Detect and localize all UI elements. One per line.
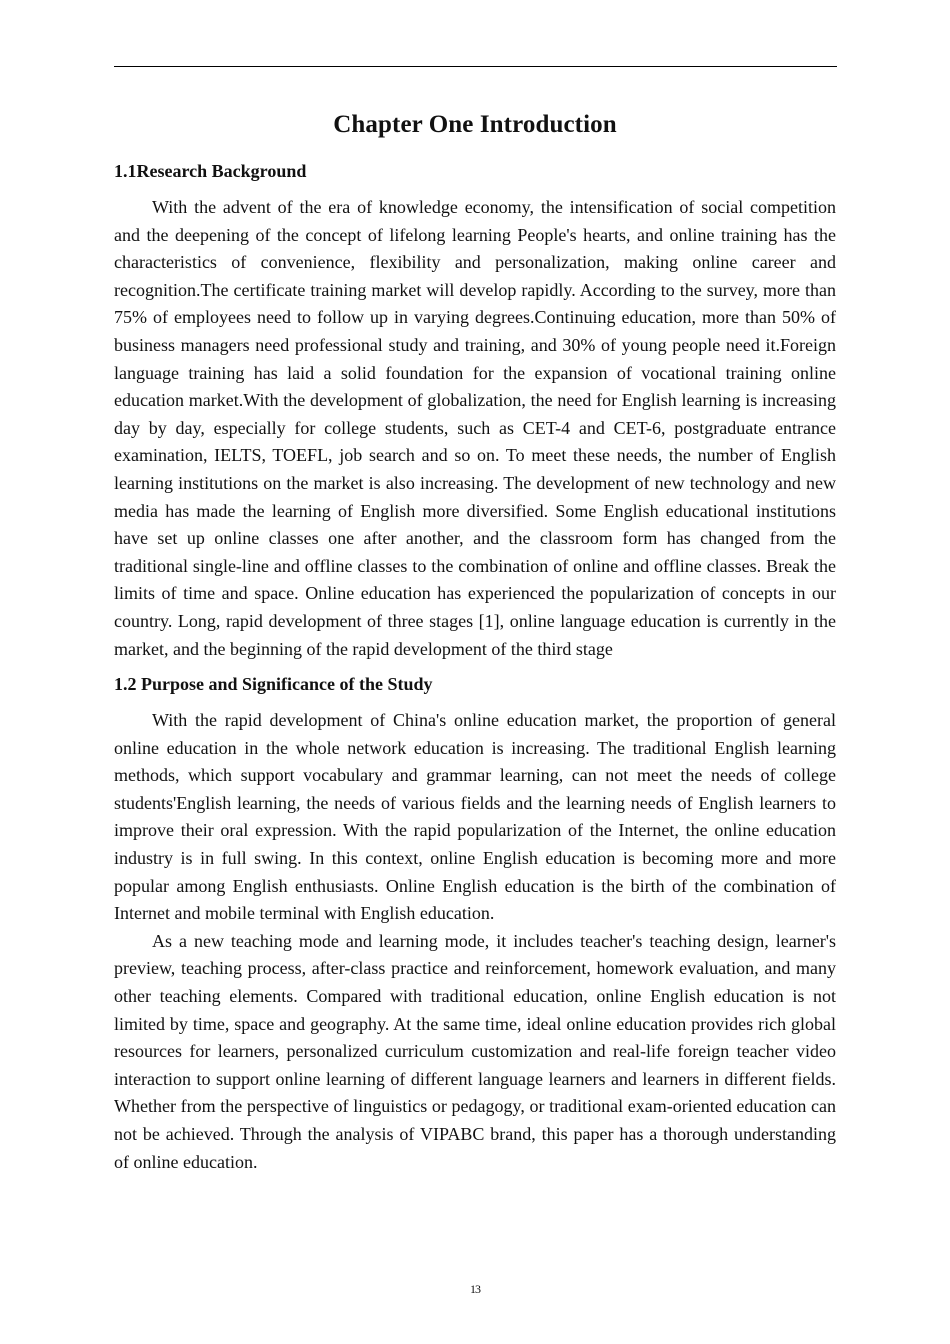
section-heading-research-background: 1.1Research Background — [114, 161, 307, 181]
paragraph-research-background: With the advent of the era of knowledge economy, the intensification of social competition and the deepening of the concept of lifelong learning People's hearts, and online training has the characteristics of convenience, flexibility and personalization, making online career and recognition.The certificate training market will develop rapidly. According to the survey, more than 75% of employees need to follow up in varying degrees.Continuing education, more than 50% of business managers need professional study and training, and 30% of young people need it.Foreign language training has laid a solid foundation for the expansion of vocational training online education market.With the development of globalization, the need for English learning is increasing day by day, especially for college students, such as CET-4 and CET-6, postgraduate entrance examination, IELTS, TOEFL, job search and so on. To meet these needs, the number of English learning institutions on the market is also increasing. The development of new technology and new media has made the learning of English more diversified. Some English educational institutions have set up online classes one after another, and the classroom form has changed from the traditional single-line and offline classes to the combination of online and offline classes. Break the limits of time and space. Online education has experienced the popularization of concepts in our country. Long, rapid development of three stages [1], online language education is currently in the market, and the beginning of the rapid development of the third stage — [114, 197, 836, 659]
chapter-title: Chapter One Introduction — [333, 111, 617, 138]
page-body — [114, 108, 836, 1176]
header-rule — [114, 66, 837, 67]
page-number: 13 — [470, 1282, 480, 1296]
paragraph-purpose-2: As a new teaching mode and learning mode, it includes teacher's teaching design, learner's preview, teaching process, after-class practice and reinforcement, homework evaluation, and many other teaching elements. Compared with traditional education, online English education is not limited by time, space and geography. At the same time, ideal online education provides rich global resources for learners, personalized curriculum customization and real-life foreign teacher video interaction to support online learning of different language learners and learners in different fields. Whether from the perspective of linguistics or pedagogy, or traditional exam-oriented education can not be achieved. Through the analysis of VIPABC brand, this paper has a thorough understanding of online education. — [114, 930, 836, 1172]
section-heading-purpose-significance: 1.2 Purpose and Significance of the Study — [114, 674, 433, 695]
paragraph-purpose-1: With the rapid development of China's online education market, the proportion of general online education in the whole network education is increasing. The traditional English learning methods, which support vocabulary and grammar learning, can not meet the needs of college students'English learning, the needs of various fields and the learning needs of English learners to improve their oral expression. With the rapid popularization of the Internet, the online education industry is in full swing. In this context, online English education is becoming more and more popular among English enthusiasts. Online English education is the birth of the combination of Internet and mobile terminal with English education. — [114, 710, 836, 924]
